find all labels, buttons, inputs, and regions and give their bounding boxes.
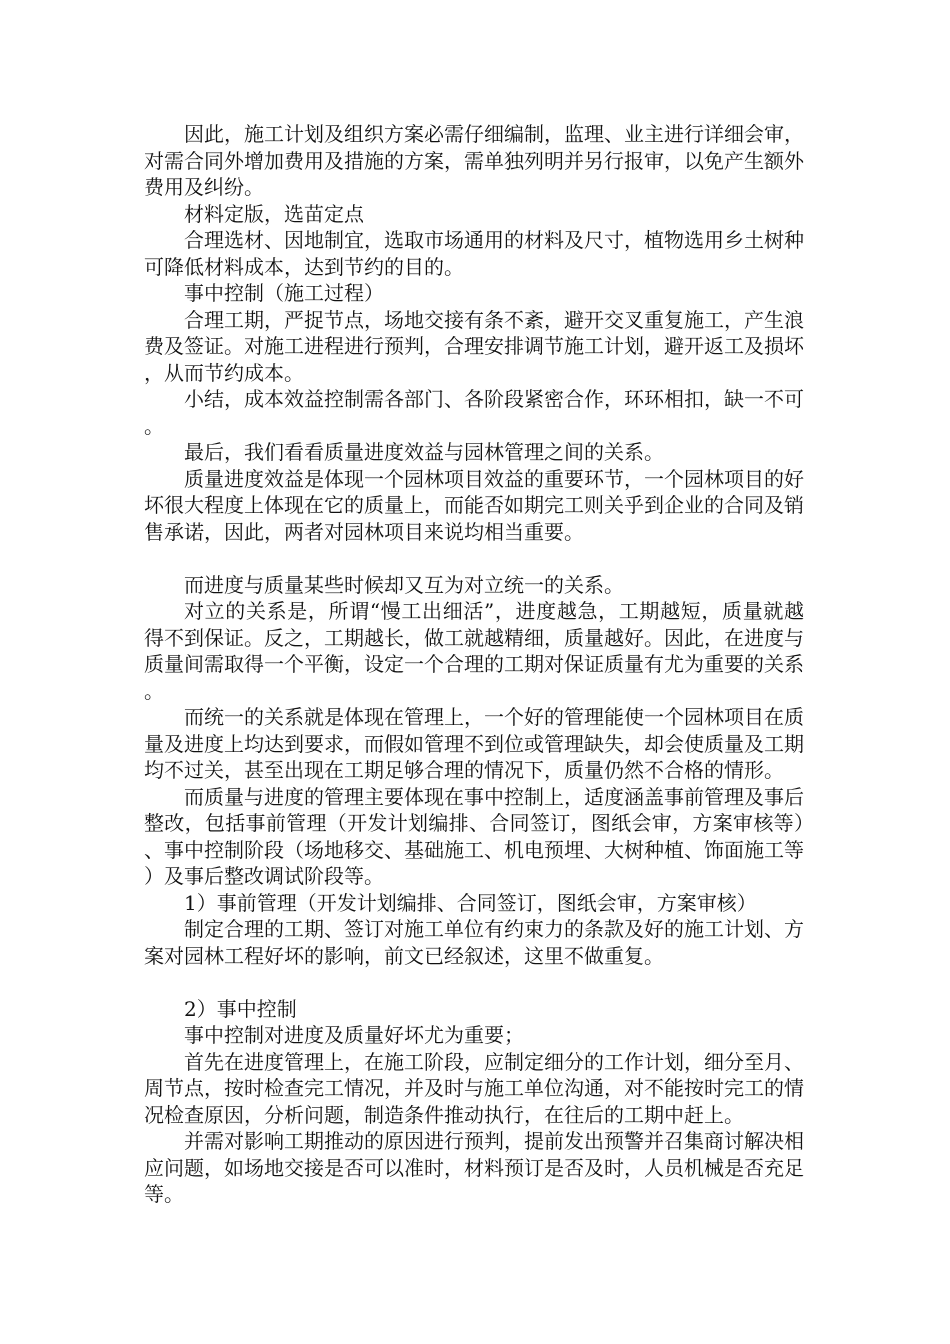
paragraph-unified-relationship: 而统一的关系就是体现在管理上，一个好的管理能使一个园林项目在质量及进度上均达到要求，而假如管理不到位或管理缺失，却会使质量及工期均不过关，甚至出现在工期足够合理的情况下，质量仍然不合格的情形。	[144, 705, 804, 782]
paragraph-pre-management-heading: 1）事前管理（开发计划编排、合同签订，图纸会审，方案审核）	[184, 890, 757, 915]
paragraph-management-scope: 而质量与进度的管理主要体现在事中控制上，适度涵盖事前管理及事后整改，包括事前管理（开发计划编排、合同签订，图纸会审，方案审核等）、事中控制阶段（场地移交、基础施工、机电预埋、大树种植、饰面施工等）及事后整改调试阶段等。	[144, 784, 804, 888]
paragraph-in-process-importance: 事中控制对进度及质量好坏尤为重要；	[184, 1023, 524, 1047]
paragraph-material-selection-heading: 材料定版，选苗定点	[184, 201, 364, 226]
paragraph-relationship-intro: 最后，我们看看质量进度效益与园林管理之间的关系。	[184, 440, 664, 464]
paragraph-summary: 小结，成本效益控制需各部门、各阶段紧密合作，环环相扣，缺一不可。	[144, 387, 804, 438]
paragraph-early-warning: 并需对影响工期推动的原因进行预判，提前发出预警并召集商讨解决相应问题，如场地交接是否可以准时，材料预订是否及时，人员机械是否充足等。	[144, 1129, 804, 1206]
document-body	[144, 121, 804, 1208]
paragraph-in-process-control-heading: 事中控制（施工过程）	[184, 281, 384, 305]
paragraph-pre-management: 制定合理的工期、签订对施工单位有约束力的条款及好的施工计划、方案对园林工程好坏的影响，前文已经叙述，这里不做重复。	[144, 917, 804, 968]
paragraph-quality-progress-benefit: 质量进度效益是体现一个园林项目效益的重要环节，一个园林项目的好坏很大程度上体现在它的质量上，而能否如期完工则关乎到企业的合同及销售承诺，因此，两者对园林项目来说均相当重要。	[144, 466, 804, 544]
paragraph-unity-of-opposites: 而进度与质量某些时候却又互为对立统一的关系。	[184, 572, 624, 597]
paragraph-in-process-heading: 2）事中控制	[184, 996, 297, 1021]
paragraph-material-selection: 合理选材、因地制宜，选取市场通用的材料及尺寸，植物选用乡土树种可降低材料成本，达到节约的目的。	[144, 228, 804, 279]
paragraph-opposite-relationship: 对立的关系是，所谓“慢工出细活”，进度越急，工期越短，质量就越得不到保证。反之，工期越长，做工就越精细，质量越好。因此，在进度与质量间需取得一个平衡，设定一个合理的工期对保证质量有尤为重要的关系。	[144, 599, 804, 703]
paragraph-schedule-nodes: 合理工期，严捉节点，场地交接有条不紊，避开交叉重复施工，产生浪费及签证。对施工进程进行预判，合理安排调节施工计划，避开返工及损坏，从而节约成本。	[144, 307, 804, 385]
paragraph-construction-plan: 因此，施工计划及组织方案必需仔细编制，监理、业主进行详细会审，对需合同外增加费用及措施的方案，需单独列明并另行报审，以免产生额外费用及纠纷。	[144, 122, 804, 199]
paragraph-progress-management: 首先在进度管理上，在施工阶段，应制定细分的工作计划，细分至月、周节点，按时检查完工情况，并及时与施工单位沟通，对不能按时完工的情况检查原因，分析问题，制造条件推动执行，在往后的工期中赶上。	[144, 1049, 804, 1127]
